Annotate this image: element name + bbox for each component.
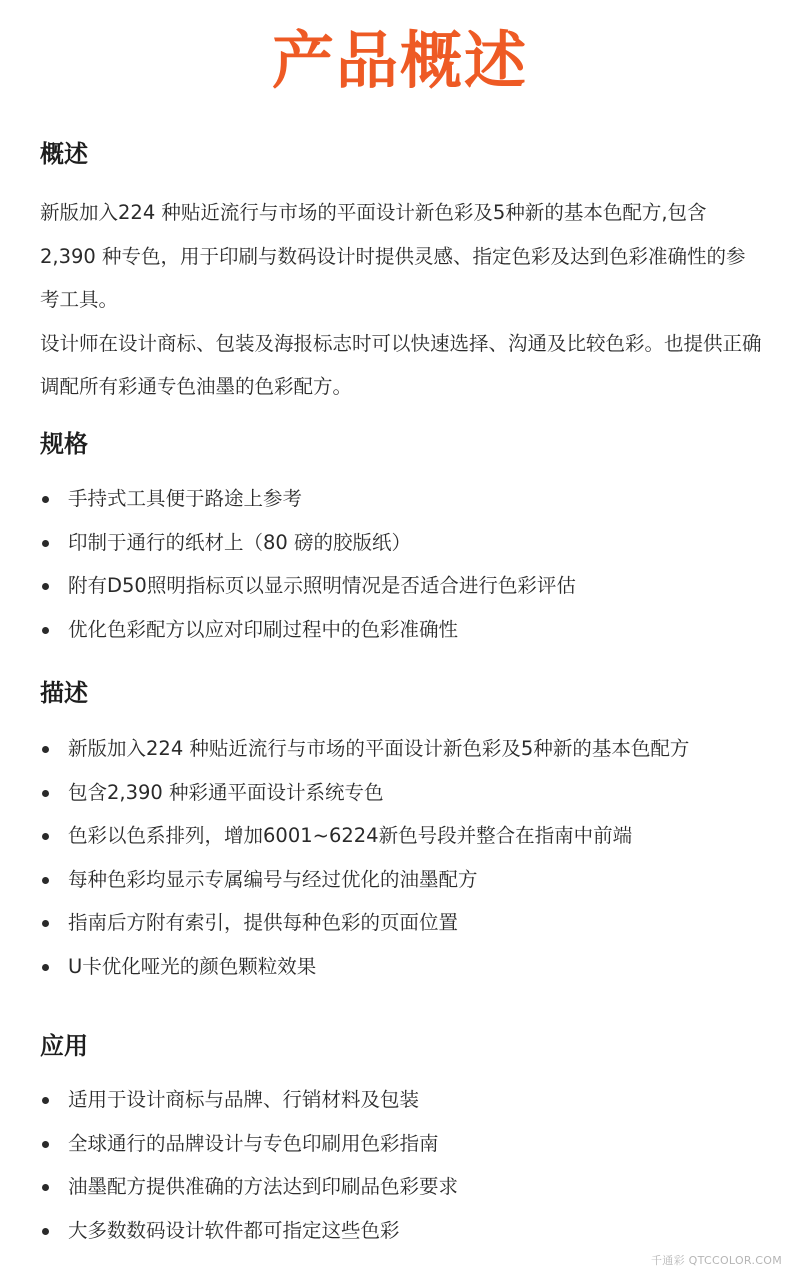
list-item: [40, 1165, 770, 1209]
overview-text: [40, 191, 765, 409]
list-item-text: 优化色彩配方以应对印刷过程中的色彩准确性: [68, 617, 459, 641]
bullet-dot-icon: [42, 496, 49, 503]
bullet-dot-icon: [42, 540, 49, 547]
list-item-text: 指南后方附有索引，提供每种色彩的页面位置: [68, 911, 459, 934]
list-item: [40, 1078, 770, 1122]
description-heading: 描述: [40, 679, 88, 707]
overview-paragraph: 设计师在设计商标、包装及海报标志时可以快速选择、沟通及比较色彩。也提供正确调配所有彩通专色油墨的色彩配方。: [40, 331, 762, 398]
application-list: [40, 1078, 770, 1252]
list-item-text: 大多数数码设计软件都可指定这些色彩: [68, 1218, 400, 1242]
list-item-text: 包含2,390 种彩通平面设计系统专色: [68, 780, 384, 804]
application-heading: 应用: [40, 1032, 88, 1060]
list-item: [40, 858, 770, 902]
page-title: 产品概述: [271, 24, 528, 97]
bullet-dot-icon: [42, 1141, 49, 1148]
list-item: [40, 771, 770, 815]
list-item-text: 手持式工具便于路途上参考: [68, 487, 303, 510]
list-item: [40, 564, 770, 608]
bullet-dot-icon: [42, 1097, 49, 1104]
bullet-dot-icon: [42, 877, 49, 884]
bullet-dot-icon: [42, 1228, 49, 1235]
list-item: [40, 945, 770, 989]
list-item: [40, 477, 770, 521]
list-item: [40, 1122, 770, 1166]
list-item-text: 全球通行的品牌设计与专色印刷用色彩指南: [68, 1131, 439, 1155]
bullet-dot-icon: [42, 790, 49, 797]
list-item: [40, 814, 770, 858]
list-item-text: 新版加入224 种贴近流行与市场的平面设计新色彩及5种新的基本色配方: [68, 737, 690, 760]
bullet-dot-icon: [42, 920, 49, 927]
list-item-text: 附有D50照明指标页以显示照明情况是否适合进行色彩评估: [68, 574, 576, 597]
bullet-dot-icon: [42, 627, 49, 634]
overview-heading: 概述: [40, 140, 88, 168]
bullet-dot-icon: [42, 1184, 49, 1191]
list-item-text: 色彩以色系排列，增加6001~6224新色号段并整合在指南中前端: [68, 824, 633, 847]
specs-heading: 规格: [40, 430, 88, 458]
overview-paragraph: 新版加入224 种贴近流行与市场的平面设计新色彩及5种新的基本色配方,包含 2,390 种专色，用于印刷与数码设计时提供灵感、指定色彩及达到色彩准确性的参考工具。: [40, 201, 746, 311]
bullet-dot-icon: [42, 833, 49, 840]
description-list: [40, 727, 770, 988]
list-item-text: 油墨配方提供准确的方法达到印刷品色彩要求: [68, 1175, 459, 1198]
bullet-dot-icon: [42, 964, 49, 971]
list-item: [40, 608, 770, 652]
list-item: [40, 1209, 770, 1253]
list-item: [40, 521, 770, 565]
list-item: [40, 901, 770, 945]
bullet-dot-icon: [42, 746, 49, 753]
watermark: 千通彩 QTCCOLOR.COM: [650, 1254, 782, 1267]
list-item-text: 印制于通行的纸材上（80 磅的胶版纸）: [68, 530, 412, 554]
list-item-text: 每种色彩均显示专属编号与经过优化的油墨配方: [68, 867, 478, 891]
list-item-text: U卡优化哑光的颜色颗粒效果: [68, 954, 317, 978]
list-item: [40, 727, 770, 771]
bullet-dot-icon: [42, 583, 49, 590]
specs-list: [40, 477, 770, 651]
list-item-text: 适用于设计商标与品牌、行销材料及包装: [68, 1088, 420, 1111]
